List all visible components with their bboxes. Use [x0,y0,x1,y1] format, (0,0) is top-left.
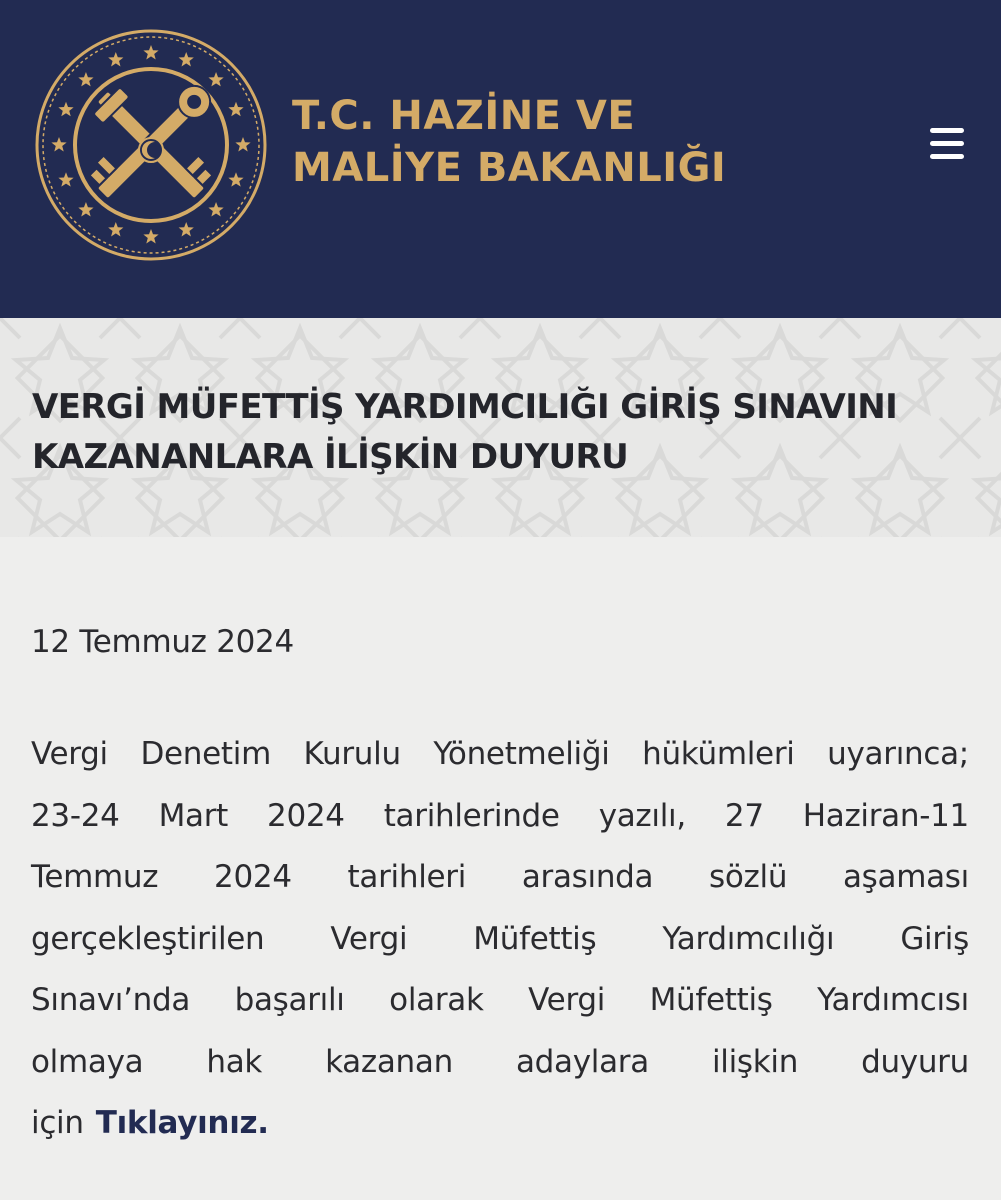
body-word: için [31,1105,84,1141]
seal-star-icon [179,52,194,66]
body-line [31,786,969,848]
seal-star-icon [58,102,73,116]
body-word: Haziran-11 [802,797,969,834]
body-word: adaylara [515,1043,649,1080]
seal-star-icon [78,72,93,86]
body-word: aşaması [842,859,969,895]
body-word: Yönetmeliği [433,736,610,772]
body-word: Denetim [140,736,271,772]
body-word: sözlü [709,859,788,895]
body-line [31,909,969,971]
brand-line-1: T.C. HAZİNE VE [292,93,636,139]
announcement-date: 12 Temmuz 2024 [31,624,294,660]
body-word: tarihlerinde [383,797,560,834]
body-word: Vergi [528,982,606,1018]
body-word: Yardımcısı [817,982,969,1018]
body-word: uyarınca; [827,736,969,772]
title-line-2: KAZANANLARA İLİŞKİN DUYURU [32,437,629,477]
seal-star-icon [228,102,243,116]
seal-star-icon [208,202,223,216]
body-word: duyuru [861,1043,969,1080]
body-word: Müfettiş [649,982,773,1018]
body-line [31,1032,969,1094]
body-word: olmaya [31,1043,144,1080]
body-word: ilişkin [711,1043,799,1080]
body-word: 23-24 [31,797,120,834]
body-word: Vergi [31,736,108,772]
body-word: gerçekleştirilen [31,920,265,957]
announcement-content [31,612,969,1155]
seal-star-icon [228,172,243,186]
body-word: hak [206,1043,263,1080]
body-word: Giriş [900,920,969,957]
body-word: Vergi [330,920,408,957]
body-word: hükümleri [642,736,795,772]
body-word: yazılı, [598,797,686,834]
seal-star-icon [58,172,73,186]
body-line [31,970,969,1032]
seal-star-icon [78,202,93,216]
body-word: olarak [389,982,484,1018]
body-word: Sınavı’nda [31,982,191,1018]
body-word: 2024 [267,797,345,834]
seal-star-icon [208,72,223,86]
ministry-brand-name[interactable] [292,90,726,194]
seal-star-icon [179,222,194,236]
seal-star-icon [108,222,123,236]
title-line-1: VERGİ MÜFETTİŞ YARDIMCILIĞI GİRİŞ SINAVINI [32,387,898,427]
announcement-body [31,724,969,1155]
site-header [0,0,1001,318]
seal-star-icon [51,137,66,151]
body-word: kazanan [325,1043,453,1080]
body-word: başarılı [234,982,345,1018]
body-word: tarihleri [347,859,467,895]
click-here-link[interactable]: Tıklayınız. [95,1105,269,1141]
seal-star-icon [108,52,123,66]
seal-star-icon [235,137,250,151]
body-word: Kurulu [303,736,401,772]
body-word: Müfettiş [473,920,597,957]
seal-star-icon [143,45,158,59]
body-word: Temmuz [31,859,159,895]
body-word: Mart [158,797,229,834]
ministry-seal-icon[interactable] [32,26,270,264]
body-word: 27 [724,797,764,834]
brand-line-2: MALİYE BAKANLIĞI [292,145,727,191]
body-word: arasında [521,859,654,895]
body-word: 2024 [214,859,292,895]
seal-star-icon [143,229,158,243]
body-line [31,724,969,786]
body-line [31,847,969,909]
hamburger-menu-icon[interactable] [926,124,968,164]
body-word: Yardımcılığı [662,920,835,957]
page-title [32,382,982,482]
body-line-last [31,1093,969,1155]
